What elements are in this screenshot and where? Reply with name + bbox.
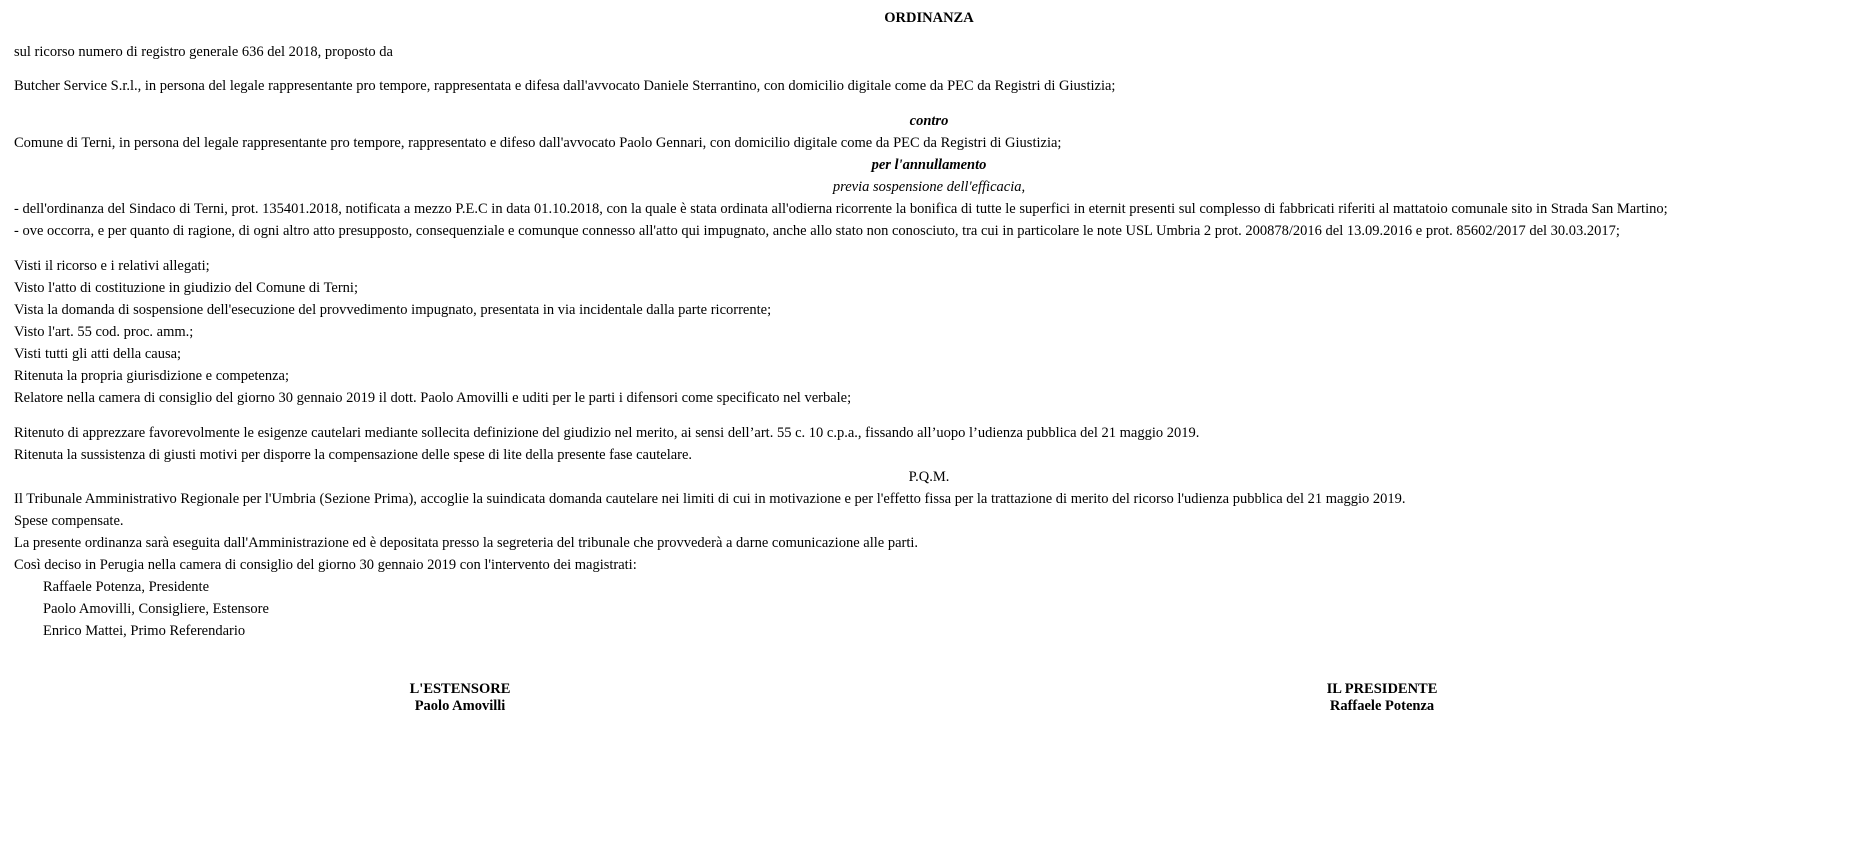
visti-item: Visto l'atto di costituzione in giudizio del Comune di Terni;: [14, 280, 358, 296]
ricorrente-text: Butcher Service S.r.l., in persona del legale rappresentante pro tempore, rappresentata e difesa dall'avvocato Daniele Sterrantino, con domicilio digitale come da PEC da Registri di Giustizia;: [14, 78, 1116, 94]
pqm-heading: P.Q.M.: [908, 469, 950, 485]
intro-text: sul ricorso numero di registro generale 636 del 2018, proposto da: [14, 44, 393, 60]
contro-heading: contro: [909, 113, 949, 129]
magistrato-item: Raffaele Potenza, Presidente: [43, 579, 210, 595]
document-title: ORDINANZA: [884, 10, 974, 26]
annullamento-heading: per l'annullamento: [871, 157, 987, 173]
motivazione-item: Ritenuta la sussistenza di giusti motivi per disporre la compensazione delle spese di lite della presente fase cautelare.: [14, 447, 693, 463]
presidente-name: Raffaele Potenza: [1329, 698, 1435, 714]
dispositivo-item: Così deciso in Perugia nella camera di consiglio del giorno 30 gennaio 2019 con l'intervento dei magistrati:: [14, 557, 637, 573]
visti-item: Vista la domanda di sospensione dell'esecuzione del provvedimento impugnato, presentata in via incidentale dalla parte ricorrente;: [14, 302, 772, 318]
estensore-title: L'ESTENSORE: [409, 681, 511, 697]
presidente-title: IL PRESIDENTE: [1326, 681, 1438, 697]
magistrato-item: Enrico Mattei, Primo Referendario: [43, 623, 246, 639]
oggetto-item: - ove occorra, e per quanto di ragione, di ogni altro atto presupposto, consequenziale e comunque connesso all'atto qui impugnato, anche allo stato non conosciuto, tra cui in particolare le note USL Umbria 2 prot. 200878/2016 del 13.09.2016 e prot. 85602/2017 del 30.03.2017;: [14, 223, 1620, 239]
dispositivo-item: Il Tribunale Amministrativo Regionale per l'Umbria (Sezione Prima), accoglie la suindicata domanda cautelare nei limiti di cui in motivazione e per l'effetto fissa per la trattazione di merito del ricorso l'udienza pubblica del 21 maggio 2019.: [14, 491, 1406, 507]
dispositivo-item: Spese compensate.: [14, 513, 124, 529]
visti-item: Ritenuta la propria giurisdizione e competenza;: [14, 368, 289, 384]
visti-item: Relatore nella camera di consiglio del giorno 30 gennaio 2019 il dott. Paolo Amovilli e uditi per le parti i difensori come specificato nel verbale;: [14, 390, 852, 406]
magistrato-item: Paolo Amovilli, Consigliere, Estensore: [43, 601, 269, 617]
motivazione-item: Ritenuto di apprezzare favorevolmente le esigenze cautelari mediante sollecita definizione del giudizio nel merito, ai sensi dell’art. 55 c. 10 c.p.a., fissando all’uopo l’udienza pubblica del 21 maggio 2019.: [14, 425, 1200, 441]
oggetto-item: - dell'ordinanza del Sindaco di Terni, prot. 135401.2018, notificata a mezzo P.E.C in data 01.10.2018, con la quale è stata ordinata all'odierna ricorrente la bonifica di tutte le superfici in eternit presenti sul complesso di fabbricati riferiti al mattatoio comunale sito in Strada San Martino;: [14, 201, 1668, 217]
visti-item: Visti il ricorso e i relativi allegati;: [14, 258, 210, 274]
dispositivo-item: La presente ordinanza sarà eseguita dall'Amministrazione ed è depositata presso la segreteria del tribunale che provvederà a darne comunicazione alle parti.: [14, 535, 919, 551]
sospensione-heading: previa sospensione dell'efficacia,: [832, 179, 1026, 195]
visti-item: Visto l'art. 55 cod. proc. amm.;: [14, 324, 194, 340]
visti-item: Visti tutti gli atti della causa;: [14, 346, 182, 362]
estensore-name: Paolo Amovilli: [414, 698, 506, 714]
resistente-text: Comune di Terni, in persona del legale rappresentante pro tempore, rappresentato e difeso dall'avvocato Paolo Gennari, con domicilio digitale come da PEC da Registri di Giustizia;: [14, 135, 1062, 151]
